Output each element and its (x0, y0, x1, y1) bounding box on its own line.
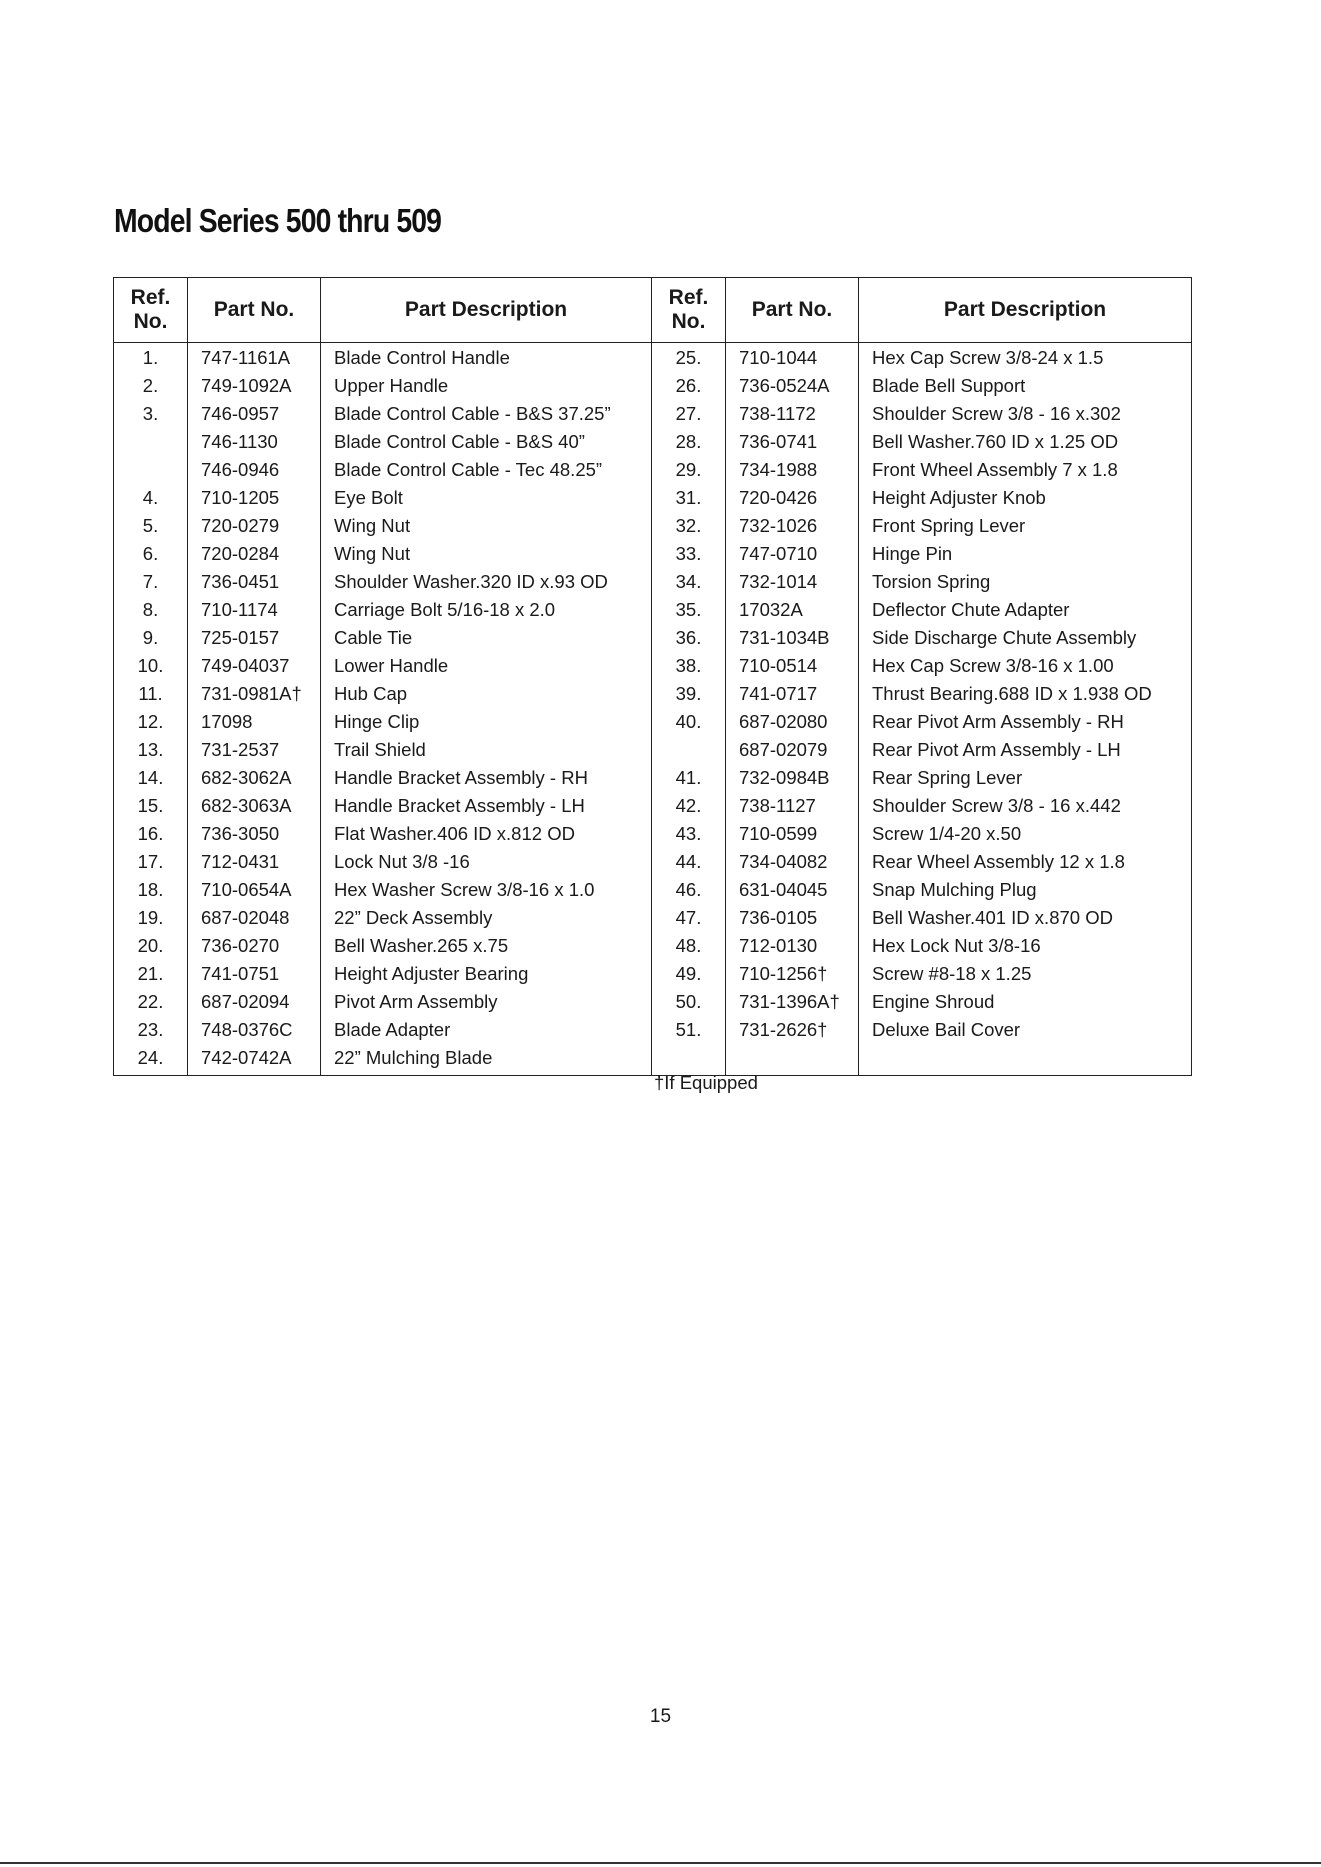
part-no-cell: 712-0130 (726, 932, 859, 960)
ref-no-cell: 1. (114, 343, 188, 373)
header-ref-no-left (114, 278, 188, 343)
part-description-cell: Upper Handle (321, 372, 652, 400)
part-description-cell: Wing Nut (321, 512, 652, 540)
ref-no-cell: 29. (652, 456, 726, 484)
table-row (114, 1016, 1192, 1044)
table-header-row (114, 278, 1192, 343)
parts-table-body (114, 343, 1192, 1076)
part-description-cell: Height Adjuster Bearing (321, 960, 652, 988)
part-description-cell: Torsion Spring (859, 568, 1192, 596)
part-description-cell: Thrust Bearing.688 ID x 1.938 OD (859, 680, 1192, 708)
part-no-cell: 682-3063A (188, 792, 321, 820)
part-no-cell: 736-0741 (726, 428, 859, 456)
part-no-cell: 710-1174 (188, 596, 321, 624)
header-part-description-label: Part Description (943, 297, 1107, 321)
part-description-cell: Hex Washer Screw 3/8-16 x 1.0 (321, 876, 652, 904)
ref-no-cell: 23. (114, 1016, 188, 1044)
part-no-cell: 746-0946 (188, 456, 321, 484)
table-row (114, 596, 1192, 624)
part-no-cell: 732-1026 (726, 512, 859, 540)
part-no-cell: 710-1256† (726, 960, 859, 988)
part-description-cell: Hub Cap (321, 680, 652, 708)
ref-no-cell: 25. (652, 343, 726, 373)
part-no-cell: 738-1127 (726, 792, 859, 820)
part-no-cell: 731-0981A† (188, 680, 321, 708)
ref-no-cell: 36. (652, 624, 726, 652)
ref-no-cell: 39. (652, 680, 726, 708)
part-description-cell: Rear Pivot Arm Assembly - RH (859, 708, 1192, 736)
header-part-no-right (726, 278, 859, 343)
part-description-cell: Screw #8-18 x 1.25 (859, 960, 1192, 988)
part-no-cell: 731-1034B (726, 624, 859, 652)
table-row (114, 624, 1192, 652)
ref-no-cell: 2. (114, 372, 188, 400)
table-row (114, 904, 1192, 932)
part-no-cell: 732-0984B (726, 764, 859, 792)
ref-no-cell: 10. (114, 652, 188, 680)
table-row (114, 848, 1192, 876)
part-no-cell: 710-1205 (188, 484, 321, 512)
table-row (114, 736, 1192, 764)
footnote: †If Equipped (654, 1072, 758, 1093)
header-part-description-label: Part Description (404, 297, 568, 321)
part-description-cell: Front Wheel Assembly 7 x 1.8 (859, 456, 1192, 484)
part-no-cell: 734-1988 (726, 456, 859, 484)
page-title: Model Series 500 thru 509 (114, 202, 442, 239)
part-no-cell: 749-04037 (188, 652, 321, 680)
ref-no-cell: 51. (652, 1016, 726, 1044)
header-part-description-right (859, 278, 1192, 343)
ref-no-cell: 8. (114, 596, 188, 624)
part-no-cell: 748-0376C (188, 1016, 321, 1044)
ref-no-cell: 44. (652, 848, 726, 876)
ref-no-cell: 47. (652, 904, 726, 932)
ref-no-cell: 28. (652, 428, 726, 456)
part-no-cell: 736-3050 (188, 820, 321, 848)
table-row (114, 568, 1192, 596)
ref-no-cell: 18. (114, 876, 188, 904)
ref-no-cell: 4. (114, 484, 188, 512)
table-row (114, 372, 1192, 400)
part-description-cell: Hinge Clip (321, 708, 652, 736)
part-description-cell: Hex Cap Screw 3/8-24 x 1.5 (859, 343, 1192, 373)
part-no-cell: 712-0431 (188, 848, 321, 876)
part-description-cell: Blade Adapter (321, 1016, 652, 1044)
ref-no-cell: 34. (652, 568, 726, 596)
ref-no-cell: 38. (652, 652, 726, 680)
part-description-cell: Front Spring Lever (859, 512, 1192, 540)
part-no-cell: 741-0717 (726, 680, 859, 708)
table-row (114, 652, 1192, 680)
bottom-rule (0, 1862, 1321, 1864)
ref-no-cell: 16. (114, 820, 188, 848)
part-no-cell: 710-1044 (726, 343, 859, 373)
part-no-cell: 682-3062A (188, 764, 321, 792)
part-description-cell: Bell Washer.265 x.75 (321, 932, 652, 960)
ref-no-cell: 35. (652, 596, 726, 624)
table-row (114, 680, 1192, 708)
ref-no-cell (652, 1044, 726, 1076)
header-part-no-label: Part No. (213, 297, 295, 321)
ref-no-cell: 43. (652, 820, 726, 848)
ref-no-cell: 48. (652, 932, 726, 960)
part-no-cell: 710-0514 (726, 652, 859, 680)
part-description-cell: Bell Washer.760 ID x 1.25 OD (859, 428, 1192, 456)
part-description-cell: Eye Bolt (321, 484, 652, 512)
table-row (114, 932, 1192, 960)
table-row (114, 484, 1192, 512)
part-description-cell: Screw 1/4-20 x.50 (859, 820, 1192, 848)
part-no-cell: 631-04045 (726, 876, 859, 904)
part-no-cell: 720-0279 (188, 512, 321, 540)
page-number: 15 (649, 1706, 672, 1727)
part-description-cell: Handle Bracket Assembly - RH (321, 764, 652, 792)
ref-no-cell: 40. (652, 708, 726, 736)
part-description-cell (859, 1044, 1192, 1076)
part-description-cell: Hex Lock Nut 3/8-16 (859, 932, 1192, 960)
ref-no-cell: 6. (114, 540, 188, 568)
table-row (114, 343, 1192, 373)
table-row (114, 960, 1192, 988)
ref-no-cell: 49. (652, 960, 726, 988)
part-no-cell: 17098 (188, 708, 321, 736)
part-no-cell: 710-0599 (726, 820, 859, 848)
part-no-cell: 742-0742A (188, 1044, 321, 1076)
ref-no-cell: 32. (652, 512, 726, 540)
table-row (114, 792, 1192, 820)
header-ref-no-label: Ref. No. (668, 285, 709, 333)
part-description-cell: Deflector Chute Adapter (859, 596, 1192, 624)
part-no-cell: 736-0270 (188, 932, 321, 960)
part-no-cell: 747-1161A (188, 343, 321, 373)
part-no-cell (726, 1044, 859, 1076)
part-no-cell: 687-02094 (188, 988, 321, 1016)
header-part-no-left (188, 278, 321, 343)
table-row (114, 820, 1192, 848)
part-description-cell: Blade Control Cable - B&S 37.25” (321, 400, 652, 428)
ref-no-cell: 19. (114, 904, 188, 932)
ref-no-cell: 11. (114, 680, 188, 708)
part-no-cell: 747-0710 (726, 540, 859, 568)
part-no-cell: 687-02048 (188, 904, 321, 932)
part-no-cell: 736-0105 (726, 904, 859, 932)
table-row (114, 988, 1192, 1016)
part-no-cell: 725-0157 (188, 624, 321, 652)
part-description-cell: Blade Control Handle (321, 343, 652, 373)
part-description-cell: Pivot Arm Assembly (321, 988, 652, 1016)
part-description-cell: Hex Cap Screw 3/8-16 x 1.00 (859, 652, 1192, 680)
part-no-cell: 720-0284 (188, 540, 321, 568)
table-row (114, 456, 1192, 484)
part-description-cell: Trail Shield (321, 736, 652, 764)
table-row (114, 512, 1192, 540)
part-description-cell: Blade Control Cable - B&S 40” (321, 428, 652, 456)
part-description-cell: Flat Washer.406 ID x.812 OD (321, 820, 652, 848)
table-row (114, 764, 1192, 792)
part-description-cell: 22” Deck Assembly (321, 904, 652, 932)
part-description-cell: 22” Mulching Blade (321, 1044, 652, 1076)
ref-no-cell: 17. (114, 848, 188, 876)
part-no-cell: 738-1172 (726, 400, 859, 428)
ref-no-cell: 7. (114, 568, 188, 596)
ref-no-cell: 33. (652, 540, 726, 568)
ref-no-cell: 20. (114, 932, 188, 960)
part-description-cell: Engine Shroud (859, 988, 1192, 1016)
ref-no-cell: 46. (652, 876, 726, 904)
table-row (114, 428, 1192, 456)
ref-no-cell: 15. (114, 792, 188, 820)
ref-no-cell: 21. (114, 960, 188, 988)
ref-no-cell: 41. (652, 764, 726, 792)
part-description-cell: Shoulder Screw 3/8 - 16 x.442 (859, 792, 1192, 820)
part-no-cell: 736-0451 (188, 568, 321, 596)
part-no-cell: 731-2626† (726, 1016, 859, 1044)
part-no-cell: 746-0957 (188, 400, 321, 428)
ref-no-cell: 12. (114, 708, 188, 736)
part-description-cell: Carriage Bolt 5/16-18 x 2.0 (321, 596, 652, 624)
part-no-cell: 731-2537 (188, 736, 321, 764)
part-no-cell: 734-04082 (726, 848, 859, 876)
ref-no-cell: 5. (114, 512, 188, 540)
part-description-cell: Rear Spring Lever (859, 764, 1192, 792)
part-no-cell: 746-1130 (188, 428, 321, 456)
part-no-cell: 17032A (726, 596, 859, 624)
table-row (114, 400, 1192, 428)
ref-no-cell: 13. (114, 736, 188, 764)
part-description-cell: Shoulder Screw 3/8 - 16 x.302 (859, 400, 1192, 428)
part-description-cell: Cable Tie (321, 624, 652, 652)
ref-no-cell (114, 456, 188, 484)
part-no-cell: 731-1396A† (726, 988, 859, 1016)
ref-no-cell: 14. (114, 764, 188, 792)
part-description-cell: Rear Wheel Assembly 12 x 1.8 (859, 848, 1192, 876)
part-no-cell: 741-0751 (188, 960, 321, 988)
part-description-cell: Bell Washer.401 ID x.870 OD (859, 904, 1192, 932)
table-row (114, 876, 1192, 904)
part-description-cell: Rear Pivot Arm Assembly - LH (859, 736, 1192, 764)
part-no-cell: 687-02079 (726, 736, 859, 764)
header-part-description-left (321, 278, 652, 343)
header-ref-no-right (652, 278, 726, 343)
ref-no-cell: 42. (652, 792, 726, 820)
ref-no-cell (652, 736, 726, 764)
part-no-cell: 720-0426 (726, 484, 859, 512)
ref-no-cell (114, 428, 188, 456)
part-no-cell: 687-02080 (726, 708, 859, 736)
part-no-cell: 710-0654A (188, 876, 321, 904)
table-row (114, 540, 1192, 568)
parts-table (113, 277, 1192, 1076)
part-description-cell: Blade Bell Support (859, 372, 1192, 400)
ref-no-cell: 3. (114, 400, 188, 428)
part-description-cell: Deluxe Bail Cover (859, 1016, 1192, 1044)
ref-no-cell: 22. (114, 988, 188, 1016)
part-description-cell: Snap Mulching Plug (859, 876, 1192, 904)
table-row (114, 1044, 1192, 1076)
header-part-no-label: Part No. (751, 297, 833, 321)
part-description-cell: Handle Bracket Assembly - LH (321, 792, 652, 820)
ref-no-cell: 50. (652, 988, 726, 1016)
part-no-cell: 749-1092A (188, 372, 321, 400)
part-description-cell: Lock Nut 3/8 -16 (321, 848, 652, 876)
part-description-cell: Wing Nut (321, 540, 652, 568)
ref-no-cell: 27. (652, 400, 726, 428)
part-description-cell: Side Discharge Chute Assembly (859, 624, 1192, 652)
part-description-cell: Blade Control Cable - Tec 48.25” (321, 456, 652, 484)
part-description-cell: Hinge Pin (859, 540, 1192, 568)
ref-no-cell: 24. (114, 1044, 188, 1076)
part-description-cell: Shoulder Washer.320 ID x.93 OD (321, 568, 652, 596)
ref-no-cell: 9. (114, 624, 188, 652)
part-description-cell: Lower Handle (321, 652, 652, 680)
part-no-cell: 736-0524A (726, 372, 859, 400)
header-ref-no-label: Ref. No. (130, 285, 171, 333)
part-no-cell: 732-1014 (726, 568, 859, 596)
ref-no-cell: 26. (652, 372, 726, 400)
part-description-cell: Height Adjuster Knob (859, 484, 1192, 512)
ref-no-cell: 31. (652, 484, 726, 512)
table-row (114, 708, 1192, 736)
